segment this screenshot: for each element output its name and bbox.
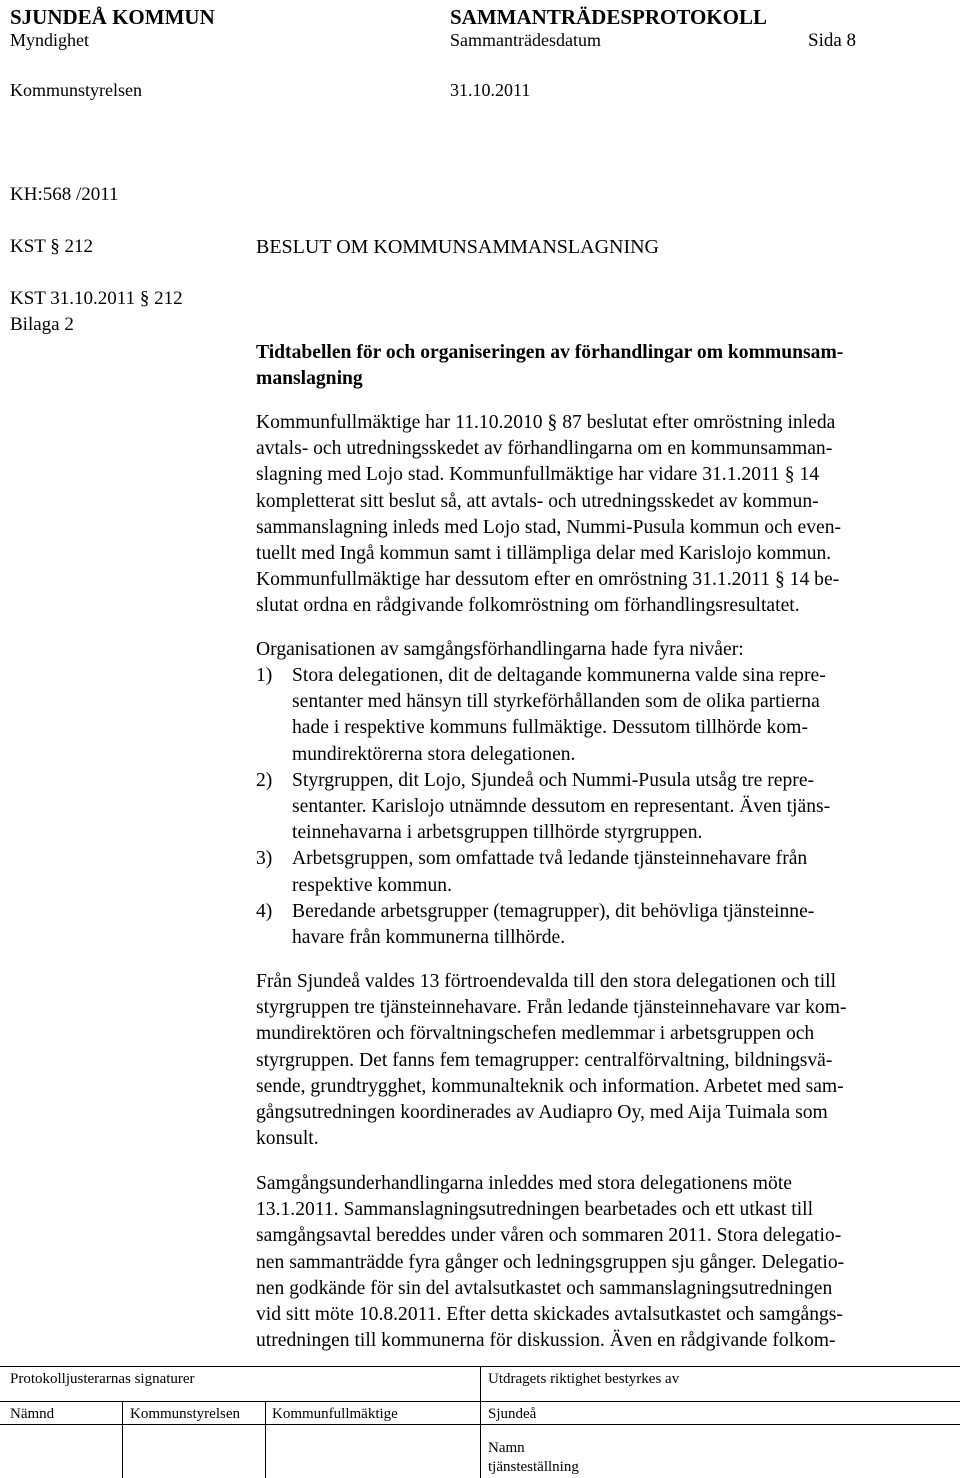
col-kommunstyrelsen: Kommunstyrelsen	[130, 1406, 240, 1422]
list-item	[224, 768, 830, 847]
text-line: Organisationen av samgångsförhandlingarna hade fyra nivåer:	[256, 639, 744, 660]
label-sammantradesdatum: Sammanträdesdatum	[450, 30, 601, 50]
text-line: samgångsavtal bereddes under våren och sommaren 2011. Stora delegatio-	[256, 1225, 842, 1247]
page-number: Sida 8	[808, 30, 857, 51]
text-line: Kommunfullmäktige har 11.10.2010 § 87 beslutat efter omröstning inleda	[256, 412, 836, 433]
list-number: 3)	[256, 848, 273, 870]
text-line: slutat ordna en rådgivande folkomröstning om förhandlingsresultatet.	[256, 595, 800, 617]
text-line: mundirektören och förvaltningschefen medlemmar i arbetsgruppen och	[256, 1023, 815, 1045]
text-line: gångsutredningen koordinerades av Audiapro Oy, med Aija Tuimala som	[256, 1102, 828, 1124]
text-line: vid sitt möte 10.8.2011. Efter detta skickades avtalsutkastet och samgångs-	[256, 1304, 843, 1326]
list-number: 4)	[256, 900, 273, 922]
text-line: nen sammanträdde fyra gånger och ledningsgruppen sju gånger. Delegatio-	[256, 1251, 845, 1273]
text-line: sentanter med hänsyn till styrkeförhållanden som de olika partierna	[292, 691, 820, 713]
text-line: hade i respektive kommuns fullmäktige. Dessutom tillhörde kom-	[292, 717, 808, 739]
label-myndighet: Myndighet	[10, 30, 89, 50]
subtitle-line: Tidtabellen för och organiseringen av förhandlingar om kommunsam-	[256, 342, 844, 363]
list-number: 2)	[256, 769, 273, 791]
text-line: konsult.	[256, 1128, 319, 1150]
list-item	[224, 899, 830, 951]
meeting-date: 31.10.2011	[450, 80, 531, 100]
text-line: 13.1.2011. Sammanslagningsutredningen bearbetades och ett utkast till	[256, 1199, 814, 1221]
list-number: 1)	[256, 665, 273, 686]
extract-certified-label: Utdragets riktighet bestyrkes av	[488, 1371, 680, 1387]
organisation-intro	[256, 637, 744, 663]
col-kommunfullmaktige: Kommunfullmäktige	[272, 1406, 398, 1422]
list-item	[224, 663, 830, 768]
text-line: havare från kommunerna tillhörde.	[292, 927, 566, 949]
body-name: Kommunstyrelsen	[10, 80, 142, 100]
signatures-label: Protokolljusterarnas signaturer	[10, 1371, 195, 1387]
subtitle	[256, 340, 843, 392]
text-line: Samgångsunderhandlingarna inleddes med stora delegationens möte	[256, 1173, 792, 1194]
doc-type: SAMMANTRÄDESPROTOKOLL	[450, 5, 767, 29]
text-line: Stora delegationen, dit de deltagande kommunerna valde sina repre-	[292, 665, 826, 686]
text-line: Kommunfullmäktige har dessutom efter en omröstning 31.1.2011 § 14 be-	[256, 569, 840, 591]
decision-heading: BESLUT OM KOMMUNSAMMANSLAGNING	[256, 236, 659, 258]
subtitle-line: manslagning	[256, 368, 363, 390]
text-line: tuellt med Ingå kommun samt i tillämpliga delar med Karislojo kommun.	[256, 543, 832, 565]
footer-col-divider	[265, 1402, 266, 1478]
text-line: sammanslagning inleds med Lojo stad, Nummi-Pusula kommun och even-	[256, 516, 842, 538]
text-line: styrgruppen. Det fanns fem temagrupper: centralförvaltning, bildningsvä-	[256, 1049, 833, 1071]
paragraph-sjundea-members	[256, 969, 847, 1152]
text-line: Arbetsgruppen, som omfattade två ledande tjänsteinnehavare från	[292, 848, 808, 870]
name-label: Namn	[488, 1440, 525, 1456]
case-number: KH:568 /2011	[10, 184, 119, 205]
organisation-levels-list	[224, 663, 830, 951]
text-line: styrgruppen tre tjänsteinnehavare. Från ledande tjänsteinnehavare var kom-	[256, 997, 847, 1019]
text-line: utredningen till kommunerna för diskussion. Även en rådgivande folkom-	[256, 1330, 836, 1352]
org-name: SJUNDEÅ KOMMUN	[10, 5, 215, 29]
position-label: tjänsteställning	[488, 1459, 579, 1475]
col-namnd: Nämnd	[10, 1406, 55, 1422]
col-sjundea: Sjundeå	[488, 1406, 537, 1422]
footer-col-divider	[122, 1402, 123, 1478]
attachment-ref: Bilaga 2	[10, 314, 74, 335]
list-item	[224, 846, 830, 898]
text-line: Styrgruppen, dit Lojo, Sjundeå och Nummi-Pusula utsåg tre repre-	[292, 769, 815, 791]
text-line: nen godkände för sin del avtalsutkastet och sammanslagningsutredningen	[256, 1277, 833, 1299]
section-ref-dated: KST 31.10.2011 § 212	[10, 288, 183, 309]
text-line: mundirektörerna stora delegationen.	[292, 743, 576, 765]
paragraph-negotiations	[256, 1171, 844, 1354]
text-line: sende, grundtrygghet, kommunalteknik och information. Arbetet med sam-	[256, 1075, 844, 1097]
text-line: respektive kommun.	[292, 874, 452, 896]
text-line: avtals- och utredningsskedet av förhandlingarna om en kommunsamman-	[256, 438, 833, 460]
text-line: teinnehavarna i arbetsgruppen tillhörde styrgruppen.	[292, 822, 703, 844]
text-line: Från Sjundeå valdes 13 förtroendevalda till den stora delegationen och till	[256, 971, 837, 992]
text-line: kompletterat sitt beslut så, att avtals- och utredningsskedet av kommun-	[256, 490, 819, 512]
text-line: Beredande arbetsgrupper (temagrupper), dit behövliga tjänsteinne-	[292, 900, 815, 922]
paragraph-background	[256, 410, 841, 620]
text-line: slagning med Lojo stad. Kommunfullmäktige har vidare 31.1.2011 § 14	[256, 464, 820, 486]
signature-footer	[0, 1366, 960, 1478]
section-ref: KST § 212	[10, 236, 94, 257]
text-line: sentanter. Karislojo utnämnde dessutom en representant. Även tjäns-	[292, 796, 831, 818]
footer-col-divider	[480, 1366, 481, 1478]
